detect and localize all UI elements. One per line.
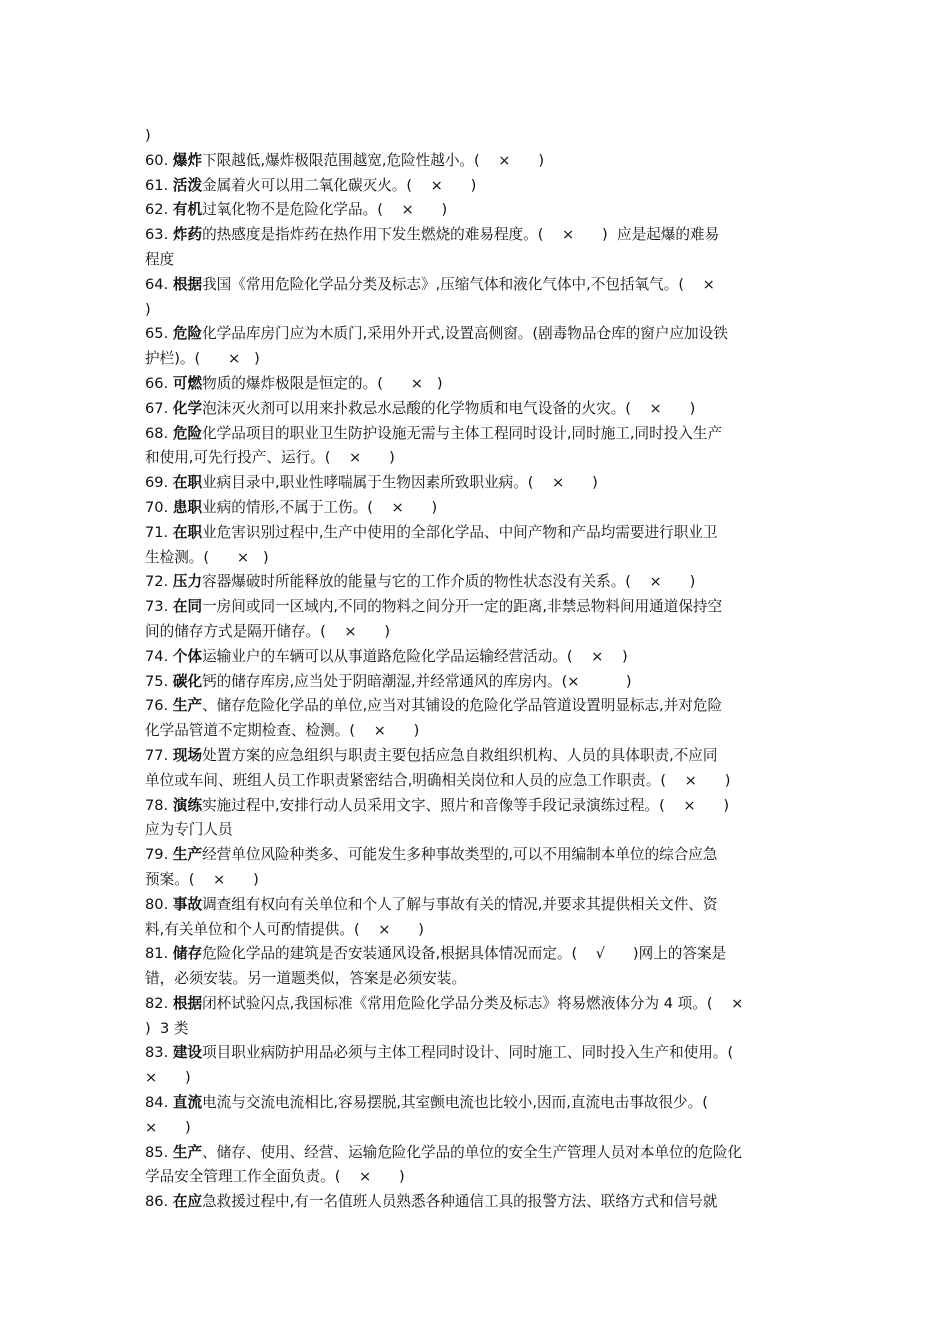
document-body xyxy=(145,124,810,1215)
question-85-cont: 学品安全管理工作全面负责。( × ) xyxy=(145,1168,405,1186)
question-78-cont: 应为专门人员 xyxy=(145,821,233,839)
question-68: 68. 危险化学品项目的职业卫生防护设施无需与主体工程同时设计,同时施工,同时投入生产 xyxy=(145,424,723,442)
question-80-cont: 料,有关单位和个人可酌情提供。( × ) xyxy=(145,920,424,938)
question-73: 73. 在同一房间或同一区域内,不同的物料之间分开一定的距离,非禁忌物料间用通道保持空 xyxy=(145,598,723,616)
question-83-cont: × ) xyxy=(145,1069,191,1087)
question-67: 67. 化学泡沫灭火剂可以用来扑救忌水忌酸的化学物质和电气设备的火灾。( × ) xyxy=(145,399,696,417)
question-77-cont: 单位或车间、班组人员工作职责紧密结合,明确相关岗位和人员的应急工作职责。( × ) xyxy=(145,771,731,789)
question-71-cont: 生检测。( × ) xyxy=(145,548,269,566)
question-79-cont: 预案。( × ) xyxy=(145,870,259,888)
text-line-0: ) xyxy=(145,127,151,144)
question-65-cont: 护栏)。( × ) xyxy=(145,350,260,368)
question-70: 70. 患职业病的情形,不属于工伤。( × ) xyxy=(145,498,438,516)
question-68-cont: 和使用,可先行投产、运行。( × ) xyxy=(145,449,395,467)
question-72: 72. 压力容器爆破时所能释放的能量与它的工作介质的物性状态没有关系。( × ) xyxy=(145,573,696,591)
question-77: 77. 现场处置方案的应急组织与职责主要包括应急自救组织机构、人员的具体职责,不应同 xyxy=(145,746,718,764)
question-69: 69. 在职业病目录中,职业性哮喘属于生物因素所致职业病。( × ) xyxy=(145,474,598,492)
question-61: 61. 活泼金属着火可以用二氧化碳灭火。( × ) xyxy=(145,176,477,194)
question-66: 66. 可燃物质的爆炸极限是恒定的。( × ) xyxy=(145,374,443,392)
question-60: 60. 爆炸下限越低,爆炸极限范围越宽,危险性越小。( × ) xyxy=(145,151,545,169)
question-86: 86. 在应急救援过程中,有一名值班人员熟悉各种通信工具的报警方法、联络方式和信号就 xyxy=(145,1193,718,1211)
question-75: 75. 碳化钙的储存库房,应当处于阴暗潮湿,并经常通风的库房内。(× ) xyxy=(145,672,632,690)
question-73-cont: 间的储存方式是隔开储存。( × ) xyxy=(145,622,391,640)
question-65: 65. 危险化学品库房门应为木质门,采用外开式,设置高侧窗。(剧毒物品仓库的窗户应加设铁 xyxy=(145,325,728,343)
question-80: 80. 事故调查组有权向有关单位和个人了解与事故有关的情况,并要求其提供相关文件、资 xyxy=(145,895,718,913)
question-74: 74. 个体运输业户的车辆可以从事道路危险化学品运输经营活动。( × ) xyxy=(145,647,628,665)
question-78: 78. 演练实施过程中,安排行动人员采用文字、照片和音像等手段记录演练过程。( × ) xyxy=(145,796,730,814)
question-63-cont: 程度 xyxy=(145,250,175,268)
question-84-cont: × ) xyxy=(145,1118,191,1136)
question-62: 62. 有机过氧化物不是危险化学品。( × ) xyxy=(145,201,448,219)
question-81: 81. 储存危险化学品的建筑是否安装通风设备,根据具体情况而定。( √ )网上的答案是 xyxy=(145,945,727,963)
question-76: 76. 生产、储存危险化学品的单位,应当对其铺设的危险化学品管道设置明显标志,并对危险 xyxy=(145,697,723,715)
question-85: 85. 生产、储存、使用、经营、运输危险化学品的单位的安全生产管理人员对本单位的危险化 xyxy=(145,1143,743,1161)
question-84: 84. 直流电流与交流电流相比,容易摆脱,其室颤电流也比较小,因而,直流电击事故很少。( xyxy=(145,1094,708,1112)
question-82-cont: ) 3 类 xyxy=(145,1019,189,1037)
question-76-cont: 化学品管道不定期检查、检测。( × ) xyxy=(145,722,420,740)
question-63: 63. 炸药的热感度是指炸药在热作用下发生燃烧的难易程度。( × ) 应是起爆的难易 xyxy=(145,226,720,244)
question-82: 82. 根据闭杯试验闪点,我国标准《常用危险化学品分类及标志》将易燃液体分为 4 项。( × xyxy=(145,994,744,1012)
question-64: 64. 根据我国《常用危险化学品分类及标志》,压缩气体和液化气体中,不包括氧气。( × xyxy=(145,275,715,293)
question-64-cont: ) xyxy=(145,300,151,318)
question-83: 83. 建设项目职业病防护用品必须与主体工程同时设计、同时施工、同时投入生产和使用。( xyxy=(145,1044,734,1062)
question-71: 71. 在职业危害识别过程中,生产中使用的全部化学品、中间产物和产品均需要进行职业卫 xyxy=(145,523,718,541)
question-79: 79. 生产经营单位风险种类多、可能发生多种事故类型的,可以不用编制本单位的综合应急 xyxy=(145,846,718,864)
question-81-cont: 错，必须安装。另一道题类似，答案是必须安装。 xyxy=(145,970,467,988)
